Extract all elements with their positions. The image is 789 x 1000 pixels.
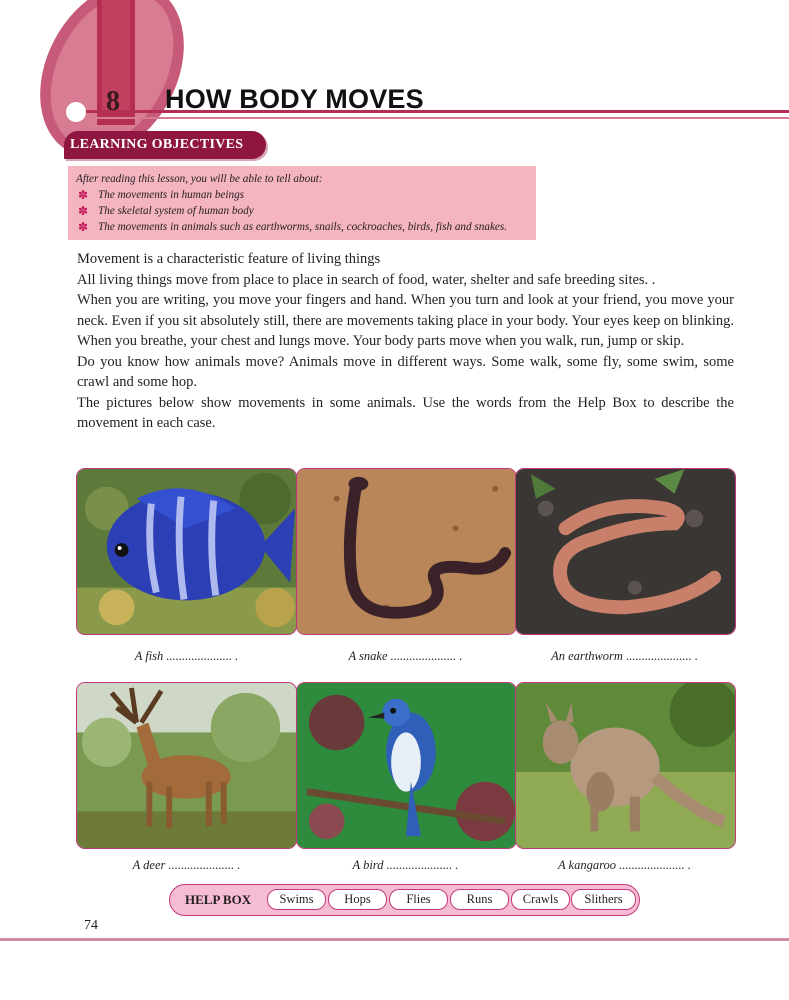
help-word-swims: Swims: [267, 889, 326, 910]
learning-objective-item: ✽ The movements in animals such as earthworms, snails, cockroaches, birds, fish and snakes.: [78, 220, 508, 234]
snake-photo: [296, 468, 517, 635]
paragraph: All living things move from place to place in search of food, water, shelter and safe breeding sites. .: [77, 271, 656, 288]
lesson-body: [77, 249, 734, 434]
flower-bullet-icon: ✽: [78, 204, 89, 218]
caption: A kangaroo ..................... .: [558, 858, 691, 872]
bird-photo: [296, 682, 517, 849]
caption: A fish ..................... .: [134, 649, 239, 663]
flower-bullet-icon: ✽: [78, 188, 89, 202]
caption: A bird ..................... .: [352, 858, 459, 872]
paragraph: Do you know how animals move? Animals move in different ways. Some walk, some fly, some swim, some crawl and some hop.: [77, 353, 734, 390]
caption: An earthworm ..................... .: [551, 649, 698, 663]
help-word-slithers: Slithers: [571, 889, 636, 910]
caption: A snake ..................... .: [348, 649, 463, 663]
paragraph: The pictures below show movements in some animals. Use the words from the Help Box to describe the movement in each case.: [77, 394, 734, 431]
bottom-divider: [0, 938, 789, 941]
earthworm-photo: [515, 468, 736, 635]
paragraph: When you are writing, you move your fingers and hand. When you turn and look at your friend, you move your neck. Even if you sit absolutely still, there are movements taking place in your body. Your eyes keep on blinking. When you breathe, your chest and lungs move. Your body parts move when you walk, run, jump or skip.: [77, 292, 734, 349]
help-word-hops: Hops: [328, 889, 387, 910]
learning-objectives-intro: After reading this lesson, you will be able to tell about:: [76, 173, 323, 185]
help-word-runs: Runs: [450, 889, 509, 910]
help-word-crawls: Crawls: [511, 889, 570, 910]
learning-objective-item: ✽ The skeletal system of human body: [78, 204, 254, 218]
fish-photo: [76, 468, 297, 635]
help-box-label: HELP BOX: [185, 892, 252, 907]
help-word-flies: Flies: [389, 889, 448, 910]
chapter-title: HOW BODY MOVES: [165, 84, 424, 114]
caption: A deer ..................... .: [132, 858, 241, 872]
chapter-number: 8: [106, 86, 120, 117]
help-box: [169, 884, 640, 916]
kangaroo-photo: [515, 682, 736, 849]
paragraph: Movement is a characteristic feature of living things: [77, 251, 381, 267]
learning-objectives-badge: LEARNING OBJECTIVES: [64, 131, 266, 159]
page-number: 74: [84, 918, 98, 933]
flower-bullet-icon: ✽: [78, 220, 89, 234]
deer-photo: [76, 682, 297, 849]
learning-objectives-box: [68, 166, 536, 240]
learning-objective-item: ✽ The movements in human beings: [78, 188, 245, 202]
